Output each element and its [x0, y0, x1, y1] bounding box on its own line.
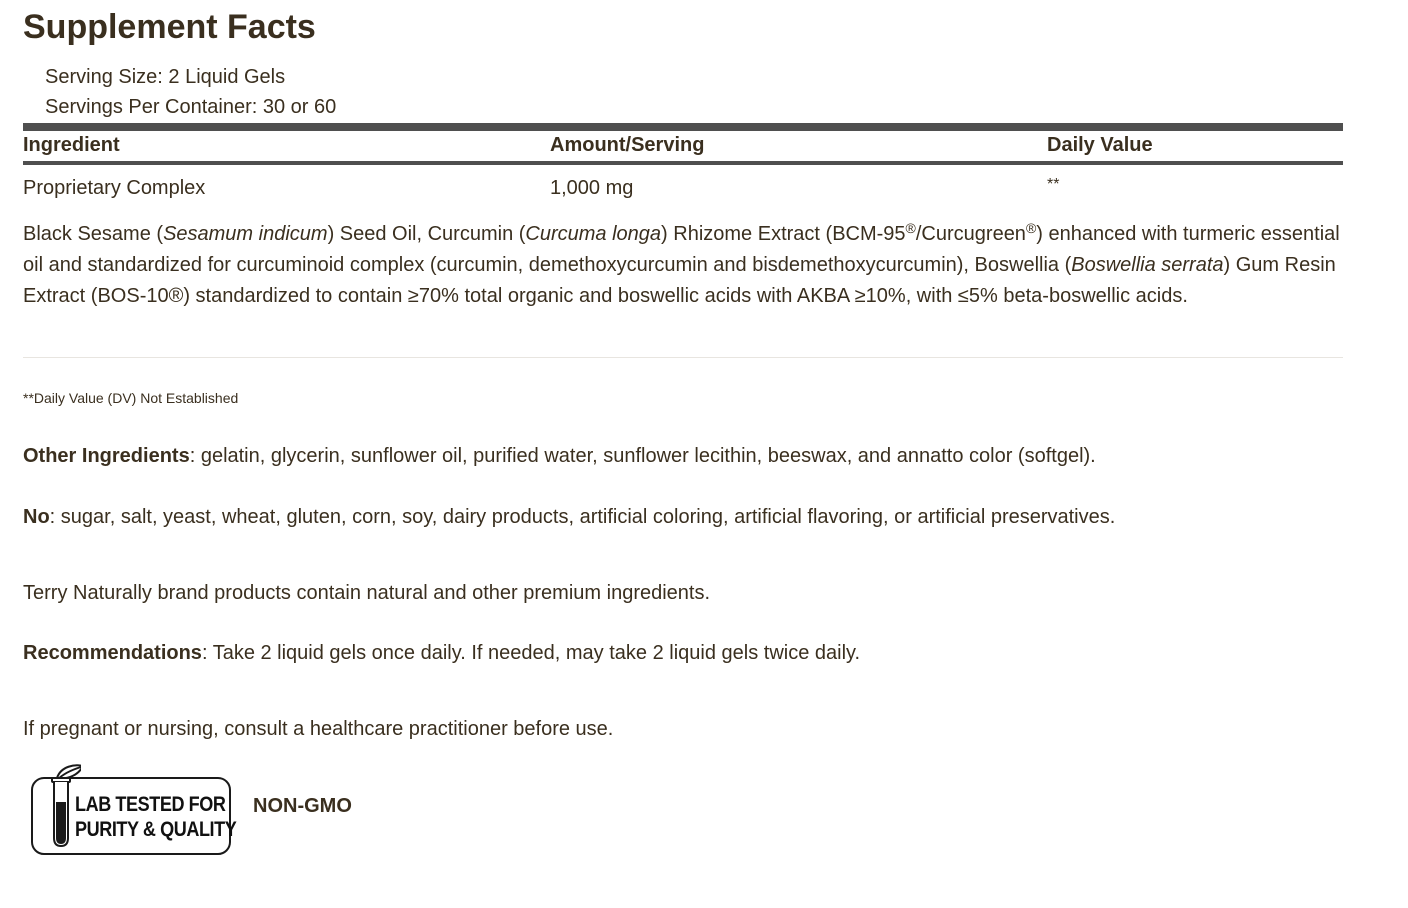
header-amount: Amount/Serving	[550, 134, 705, 156]
page-title: Supplement Facts	[23, 8, 316, 46]
table-bottom-rule	[23, 357, 1343, 358]
header-daily-value: Daily Value	[1047, 134, 1153, 156]
serving-size: Serving Size: 2 Liquid Gels	[45, 66, 286, 88]
brand-note: Terry Naturally brand products contain natural and other premium ingredients.	[23, 582, 711, 604]
servings-per-container: Servings Per Container: 30 or 60	[45, 96, 337, 118]
daily-value-footnote: **Daily Value (DV) Not Established	[23, 390, 239, 406]
badge-text: LAB TESTED FOR PURITY & QUALITY	[75, 793, 237, 841]
no-list: No: sugar, salt, yeast, wheat, gluten, corn, soy, dairy products, artificial coloring, artificial flavoring, or artificial preservatives.	[23, 506, 1116, 528]
other-ingredients: Other Ingredients: gelatin, glycerin, sunflower oil, purified water, sunflower lecithin, beeswax, and annatto color (softgel).	[23, 445, 1096, 467]
ingredient-description: Black Sesame (Sesamum indicum) Seed Oil, Curcumin (Curcuma longa) Rhizome Extract (BCM-95®/Curcugreen®) enhanced with turmeric essential oil and standardized for curcuminoid complex (curcumin, demethoxycurcumin and bisdemethoxycurcumin), Boswellia (Boswellia serrata) Gum Resin Extract (BOS-10®) standardized to contain ≥70% total organic and boswellic acids with AKBA ≥10%, with ≤5% beta-boswellic acids.	[23, 220, 1340, 307]
non-gmo-label: NON-GMO	[253, 795, 352, 817]
pregnancy-warning: If pregnant or nursing, consult a healthcare practitioner before use.	[23, 718, 614, 740]
row-daily-value: **	[1047, 176, 1060, 193]
row-amount: 1,000 mg	[550, 177, 634, 199]
table-header-rule	[23, 161, 1343, 165]
table-top-rule	[23, 123, 1343, 131]
lab-tested-badge	[31, 762, 237, 854]
recommendations: Recommendations: Take 2 liquid gels once daily. If needed, may take 2 liquid gels twice daily.	[23, 642, 861, 664]
row-ingredient: Proprietary Complex	[23, 177, 206, 199]
header-ingredient: Ingredient	[23, 134, 120, 156]
